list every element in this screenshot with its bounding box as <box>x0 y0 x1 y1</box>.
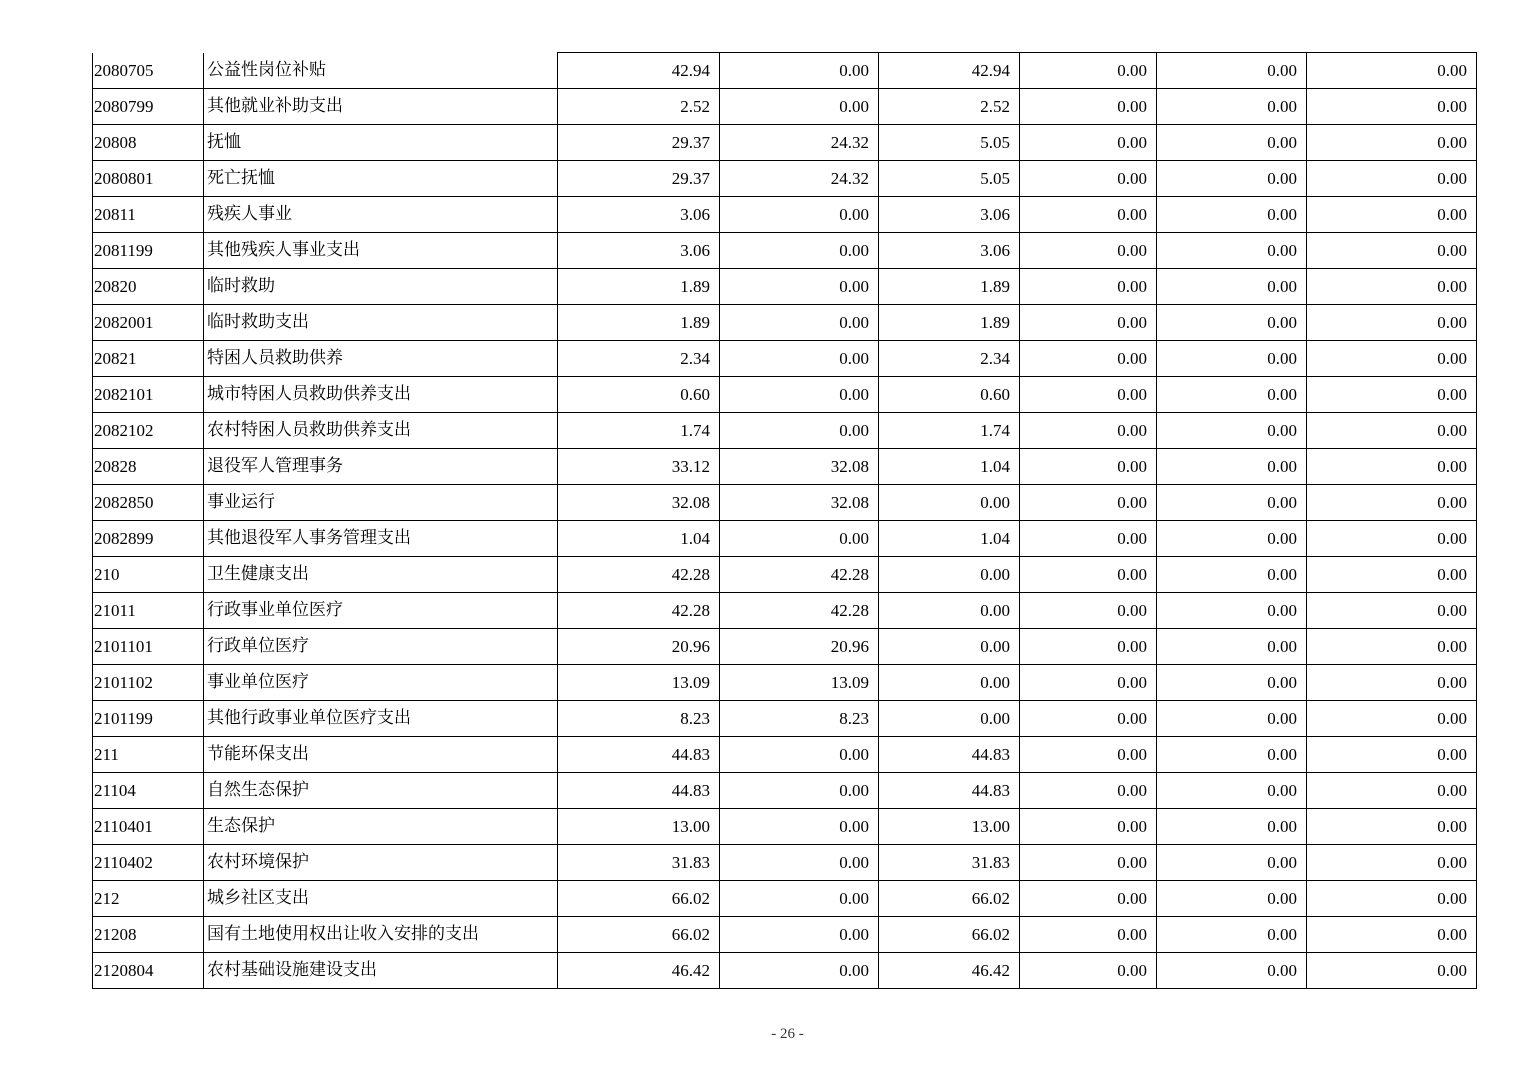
subject-code-cell: 2101101 <box>93 629 204 665</box>
amount-cell: 29.37 <box>558 161 720 197</box>
table-row <box>93 377 1477 413</box>
amount-cell: 0.00 <box>720 53 879 89</box>
table-row <box>93 269 1477 305</box>
table-row <box>93 53 1477 89</box>
table-row <box>93 197 1477 233</box>
amount-cell: 0.00 <box>1020 89 1157 125</box>
amount-cell: 0.00 <box>720 233 879 269</box>
amount-cell: 0.00 <box>1020 881 1157 917</box>
amount-cell: 0.00 <box>1020 737 1157 773</box>
table-row <box>93 161 1477 197</box>
subject-code-cell: 21104 <box>93 773 204 809</box>
amount-cell: 0.00 <box>1157 737 1307 773</box>
amount-cell: 0.00 <box>1020 269 1157 305</box>
amount-cell: 3.06 <box>879 197 1020 233</box>
amount-cell: 42.94 <box>558 53 720 89</box>
amount-cell: 33.12 <box>558 449 720 485</box>
amount-cell: 0.00 <box>1307 485 1477 521</box>
amount-cell: 0.00 <box>1157 521 1307 557</box>
amount-cell: 0.00 <box>1307 161 1477 197</box>
subject-code-cell: 2080801 <box>93 161 204 197</box>
amount-cell: 0.00 <box>1157 341 1307 377</box>
amount-cell: 2.52 <box>558 89 720 125</box>
amount-cell: 0.00 <box>1157 881 1307 917</box>
amount-cell: 13.00 <box>879 809 1020 845</box>
table-row <box>93 305 1477 341</box>
amount-cell: 0.00 <box>1157 665 1307 701</box>
amount-cell: 0.60 <box>558 377 720 413</box>
amount-cell: 0.00 <box>879 485 1020 521</box>
amount-cell: 0.00 <box>1020 197 1157 233</box>
amount-cell: 0.00 <box>1020 917 1157 953</box>
amount-cell: 0.00 <box>1307 773 1477 809</box>
amount-cell: 0.00 <box>1307 377 1477 413</box>
table-row <box>93 629 1477 665</box>
amount-cell: 0.00 <box>1020 629 1157 665</box>
amount-cell: 0.00 <box>1307 917 1477 953</box>
amount-cell: 0.00 <box>1307 53 1477 89</box>
amount-cell: 0.00 <box>1307 557 1477 593</box>
subject-code-cell: 2101199 <box>93 701 204 737</box>
amount-cell: 0.00 <box>1157 953 1307 989</box>
amount-cell: 20.96 <box>720 629 879 665</box>
amount-cell: 13.09 <box>720 665 879 701</box>
amount-cell: 66.02 <box>558 881 720 917</box>
amount-cell: 0.00 <box>1020 665 1157 701</box>
amount-cell: 44.83 <box>879 773 1020 809</box>
amount-cell: 5.05 <box>879 161 1020 197</box>
subject-name-cell: 行政事业单位医疗 <box>204 593 558 629</box>
table-row <box>93 89 1477 125</box>
amount-cell: 3.06 <box>558 197 720 233</box>
table-row <box>93 125 1477 161</box>
subject-code-cell: 21011 <box>93 593 204 629</box>
amount-cell: 24.32 <box>720 161 879 197</box>
amount-cell: 0.00 <box>1020 341 1157 377</box>
table-row <box>93 737 1477 773</box>
subject-name-cell: 特困人员救助供养 <box>204 341 558 377</box>
amount-cell: 2.52 <box>879 89 1020 125</box>
amount-cell: 5.05 <box>879 125 1020 161</box>
subject-name-cell: 行政单位医疗 <box>204 629 558 665</box>
amount-cell: 0.00 <box>720 197 879 233</box>
amount-cell: 0.00 <box>1020 701 1157 737</box>
amount-cell: 31.83 <box>879 845 1020 881</box>
subject-code-cell: 2110401 <box>93 809 204 845</box>
amount-cell: 2.34 <box>558 341 720 377</box>
amount-cell: 0.00 <box>879 629 1020 665</box>
amount-cell: 1.89 <box>879 269 1020 305</box>
subject-code-cell: 20820 <box>93 269 204 305</box>
amount-cell: 42.94 <box>879 53 1020 89</box>
amount-cell: 0.00 <box>1157 53 1307 89</box>
amount-cell: 0.00 <box>720 269 879 305</box>
amount-cell: 42.28 <box>720 557 879 593</box>
table-row <box>93 845 1477 881</box>
amount-cell: 0.00 <box>879 665 1020 701</box>
table-row <box>93 773 1477 809</box>
budget-table <box>92 52 1477 989</box>
table-row <box>93 665 1477 701</box>
subject-code-cell: 2081199 <box>93 233 204 269</box>
amount-cell: 8.23 <box>720 701 879 737</box>
subject-code-cell: 2110402 <box>93 845 204 881</box>
amount-cell: 1.04 <box>879 449 1020 485</box>
amount-cell: 42.28 <box>558 557 720 593</box>
subject-name-cell: 临时救助 <box>204 269 558 305</box>
amount-cell: 0.00 <box>1307 305 1477 341</box>
subject-name-cell: 其他行政事业单位医疗支出 <box>204 701 558 737</box>
subject-name-cell: 农村环境保护 <box>204 845 558 881</box>
amount-cell: 0.00 <box>1020 485 1157 521</box>
amount-cell: 24.32 <box>720 125 879 161</box>
amount-cell: 0.00 <box>720 845 879 881</box>
amount-cell: 13.00 <box>558 809 720 845</box>
subject-code-cell: 20808 <box>93 125 204 161</box>
amount-cell: 13.09 <box>558 665 720 701</box>
amount-cell: 0.00 <box>879 557 1020 593</box>
amount-cell: 8.23 <box>558 701 720 737</box>
table-row <box>93 413 1477 449</box>
amount-cell: 0.00 <box>720 737 879 773</box>
amount-cell: 1.74 <box>558 413 720 449</box>
amount-cell: 0.00 <box>1307 233 1477 269</box>
amount-cell: 0.00 <box>1307 89 1477 125</box>
subject-code-cell: 2101102 <box>93 665 204 701</box>
subject-name-cell: 死亡抚恤 <box>204 161 558 197</box>
table-row <box>93 701 1477 737</box>
amount-cell: 20.96 <box>558 629 720 665</box>
amount-cell: 0.00 <box>1307 845 1477 881</box>
subject-code-cell: 2082001 <box>93 305 204 341</box>
amount-cell: 0.00 <box>1020 449 1157 485</box>
subject-name-cell: 农村基础设施建设支出 <box>204 953 558 989</box>
subject-code-cell: 2082899 <box>93 521 204 557</box>
amount-cell: 0.00 <box>1307 881 1477 917</box>
table-body <box>93 53 1477 989</box>
amount-cell: 0.00 <box>1157 917 1307 953</box>
amount-cell: 0.00 <box>1020 557 1157 593</box>
table-row <box>93 593 1477 629</box>
subject-name-cell: 城乡社区支出 <box>204 881 558 917</box>
amount-cell: 0.00 <box>1020 305 1157 341</box>
amount-cell: 0.00 <box>1020 413 1157 449</box>
amount-cell: 0.00 <box>1020 809 1157 845</box>
amount-cell: 0.00 <box>1157 701 1307 737</box>
amount-cell: 46.42 <box>879 953 1020 989</box>
amount-cell: 44.83 <box>558 773 720 809</box>
subject-name-cell: 其他残疾人事业支出 <box>204 233 558 269</box>
amount-cell: 0.00 <box>720 377 879 413</box>
subject-code-cell: 2082101 <box>93 377 204 413</box>
subject-code-cell: 2082850 <box>93 485 204 521</box>
amount-cell: 1.89 <box>558 269 720 305</box>
amount-cell: 1.04 <box>879 521 1020 557</box>
amount-cell: 0.00 <box>1157 845 1307 881</box>
amount-cell: 0.00 <box>720 305 879 341</box>
amount-cell: 46.42 <box>558 953 720 989</box>
subject-name-cell: 自然生态保护 <box>204 773 558 809</box>
amount-cell: 0.60 <box>879 377 1020 413</box>
amount-cell: 1.89 <box>879 305 1020 341</box>
amount-cell: 31.83 <box>558 845 720 881</box>
amount-cell: 0.00 <box>1307 449 1477 485</box>
table-row <box>93 449 1477 485</box>
subject-name-cell: 临时救助支出 <box>204 305 558 341</box>
amount-cell: 0.00 <box>1020 773 1157 809</box>
amount-cell: 0.00 <box>1157 197 1307 233</box>
subject-name-cell: 农村特困人员救助供养支出 <box>204 413 558 449</box>
amount-cell: 0.00 <box>1307 125 1477 161</box>
amount-cell: 0.00 <box>1307 953 1477 989</box>
subject-code-cell: 2120804 <box>93 953 204 989</box>
subject-code-cell: 21208 <box>93 917 204 953</box>
amount-cell: 66.02 <box>879 881 1020 917</box>
amount-cell: 44.83 <box>558 737 720 773</box>
amount-cell: 44.83 <box>879 737 1020 773</box>
amount-cell: 0.00 <box>1307 413 1477 449</box>
amount-cell: 0.00 <box>1157 377 1307 413</box>
amount-cell: 0.00 <box>1020 53 1157 89</box>
amount-cell: 0.00 <box>1157 773 1307 809</box>
subject-code-cell: 2080705 <box>93 53 204 89</box>
amount-cell: 0.00 <box>1157 233 1307 269</box>
amount-cell: 0.00 <box>1157 161 1307 197</box>
amount-cell: 0.00 <box>1157 269 1307 305</box>
table-row <box>93 233 1477 269</box>
amount-cell: 3.06 <box>879 233 1020 269</box>
amount-cell: 0.00 <box>1307 341 1477 377</box>
amount-cell: 0.00 <box>1307 521 1477 557</box>
amount-cell: 2.34 <box>879 341 1020 377</box>
amount-cell: 0.00 <box>720 341 879 377</box>
amount-cell: 0.00 <box>1020 161 1157 197</box>
subject-name-cell: 其他退役军人事务管理支出 <box>204 521 558 557</box>
table-row <box>93 881 1477 917</box>
amount-cell: 0.00 <box>879 701 1020 737</box>
amount-cell: 0.00 <box>1157 485 1307 521</box>
table-row <box>93 485 1477 521</box>
amount-cell: 42.28 <box>558 593 720 629</box>
amount-cell: 1.04 <box>558 521 720 557</box>
amount-cell: 0.00 <box>1157 89 1307 125</box>
amount-cell: 0.00 <box>720 773 879 809</box>
table-row <box>93 953 1477 989</box>
amount-cell: 0.00 <box>720 917 879 953</box>
amount-cell: 0.00 <box>1020 125 1157 161</box>
table-row <box>93 557 1477 593</box>
amount-cell: 0.00 <box>720 521 879 557</box>
subject-code-cell: 2080799 <box>93 89 204 125</box>
table-row <box>93 521 1477 557</box>
amount-cell: 0.00 <box>1157 809 1307 845</box>
subject-code-cell: 20821 <box>93 341 204 377</box>
amount-cell: 3.06 <box>558 233 720 269</box>
amount-cell: 32.08 <box>720 449 879 485</box>
subject-name-cell: 抚恤 <box>204 125 558 161</box>
amount-cell: 0.00 <box>1157 593 1307 629</box>
subject-name-cell: 节能环保支出 <box>204 737 558 773</box>
amount-cell: 0.00 <box>1157 629 1307 665</box>
subject-name-cell: 其他就业补助支出 <box>204 89 558 125</box>
amount-cell: 0.00 <box>1307 737 1477 773</box>
amount-cell: 1.74 <box>879 413 1020 449</box>
amount-cell: 0.00 <box>1307 197 1477 233</box>
subject-code-cell: 212 <box>93 881 204 917</box>
amount-cell: 0.00 <box>1020 233 1157 269</box>
amount-cell: 0.00 <box>1307 701 1477 737</box>
subject-name-cell: 残疾人事业 <box>204 197 558 233</box>
amount-cell: 0.00 <box>1157 557 1307 593</box>
table-row <box>93 809 1477 845</box>
amount-cell: 0.00 <box>1157 125 1307 161</box>
amount-cell: 0.00 <box>1307 809 1477 845</box>
amount-cell: 0.00 <box>720 809 879 845</box>
amount-cell: 0.00 <box>1020 953 1157 989</box>
amount-cell: 0.00 <box>1307 629 1477 665</box>
amount-cell: 0.00 <box>1307 593 1477 629</box>
subject-code-cell: 2082102 <box>93 413 204 449</box>
amount-cell: 32.08 <box>720 485 879 521</box>
amount-cell: 0.00 <box>720 881 879 917</box>
amount-cell: 0.00 <box>1020 593 1157 629</box>
subject-name-cell: 国有土地使用权出让收入安排的支出 <box>204 917 558 953</box>
amount-cell: 0.00 <box>1307 269 1477 305</box>
subject-name-cell: 事业运行 <box>204 485 558 521</box>
amount-cell: 0.00 <box>720 953 879 989</box>
amount-cell: 0.00 <box>1307 665 1477 701</box>
subject-name-cell: 卫生健康支出 <box>204 557 558 593</box>
amount-cell: 66.02 <box>558 917 720 953</box>
subject-name-cell: 生态保护 <box>204 809 558 845</box>
table-row <box>93 917 1477 953</box>
amount-cell: 42.28 <box>720 593 879 629</box>
subject-name-cell: 事业单位医疗 <box>204 665 558 701</box>
amount-cell: 66.02 <box>879 917 1020 953</box>
amount-cell: 29.37 <box>558 125 720 161</box>
amount-cell: 0.00 <box>1020 377 1157 413</box>
page-number: - 26 - <box>771 1026 804 1042</box>
table-row <box>93 341 1477 377</box>
subject-name-cell: 城市特困人员救助供养支出 <box>204 377 558 413</box>
subject-code-cell: 20811 <box>93 197 204 233</box>
amount-cell: 0.00 <box>1020 845 1157 881</box>
amount-cell: 0.00 <box>720 413 879 449</box>
amount-cell: 0.00 <box>720 89 879 125</box>
subject-name-cell: 退役军人管理事务 <box>204 449 558 485</box>
amount-cell: 0.00 <box>1157 449 1307 485</box>
amount-cell: 0.00 <box>1157 413 1307 449</box>
subject-code-cell: 20828 <box>93 449 204 485</box>
subject-code-cell: 211 <box>93 737 204 773</box>
subject-name-cell: 公益性岗位补贴 <box>204 53 558 89</box>
amount-cell: 0.00 <box>879 593 1020 629</box>
subject-code-cell: 210 <box>93 557 204 593</box>
amount-cell: 0.00 <box>1020 521 1157 557</box>
amount-cell: 1.89 <box>558 305 720 341</box>
amount-cell: 0.00 <box>1157 305 1307 341</box>
amount-cell: 32.08 <box>558 485 720 521</box>
